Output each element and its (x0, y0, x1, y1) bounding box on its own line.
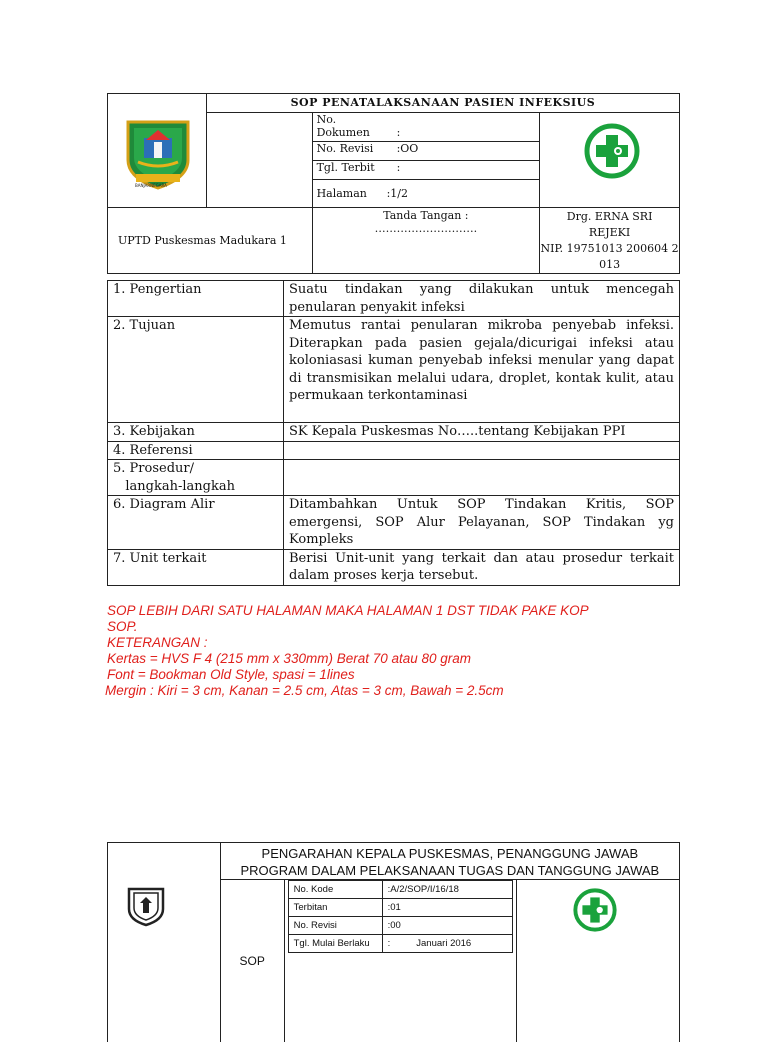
sop-content-table (107, 280, 680, 586)
note-line: SOP. (107, 619, 687, 635)
footer-meta-table (288, 880, 514, 953)
footer-meta-value: :00 (382, 917, 513, 935)
meta-label: No. Revisi (317, 142, 397, 155)
footer-kop-table (107, 842, 680, 1042)
meta-value: : (397, 161, 401, 174)
notes-block (107, 603, 687, 699)
document-header-table (107, 93, 680, 274)
meta-label: Halaman (317, 187, 387, 200)
row-label: 7. Unit terkait (108, 549, 284, 585)
regency-emblem-icon (126, 885, 166, 927)
row-value (284, 441, 680, 460)
sop-title: SOP PENATALAKSANAAN PASIEN INFEKSIUS (206, 94, 679, 113)
row-value: Berisi Unit-unit yang terkait dan atau prosedur terkait dalam proses kerja tersebut. (284, 549, 680, 585)
footer-logo-left-cell (108, 843, 221, 1042)
note-line: Kertas = HVS F 4 (215 mm x 330mm) Berat 70 atau 80 gram (107, 651, 687, 667)
note-line: KETERANGAN : (107, 635, 687, 651)
row-label: 4. Referensi (108, 441, 284, 460)
meta-value: :OO (397, 142, 419, 155)
row-label: 5. Prosedur/ langkah-langkah (108, 460, 284, 496)
meta-label: No. Dokumen (317, 113, 397, 139)
footer-title-line: PENGARAHAN KEPALA PUSKESMAS, PENANGGUNG JAWAB (221, 845, 679, 862)
meta-value: :1/2 (387, 187, 408, 200)
signature-cell (312, 208, 540, 274)
footer-meta-label: No. Revisi (288, 917, 382, 935)
signature-dots: ………………………. (313, 222, 540, 235)
row-label: 2. Tujuan (108, 317, 284, 423)
logo-left-cell (108, 94, 207, 208)
meta-no-revisi (312, 142, 540, 161)
logo-left-caption: BANJARNEGARA (135, 183, 167, 188)
logo-right-cell (540, 113, 680, 208)
row-value: SK Kepala Puskesmas No…..tentang Kebijakan PPI (284, 423, 680, 442)
row-value: Suatu tindakan yang dilakukan untuk mencegah penularan penyakit infeksi (284, 281, 680, 317)
footer-meta-label: No. Kode (288, 881, 382, 899)
meta-label: Tgl. Terbit (317, 161, 397, 174)
footer-meta-value: :01 (382, 899, 513, 917)
meta-tgl-terbit (312, 161, 540, 180)
footer-meta-label: Tgl. Mulai Berlaku (288, 935, 382, 953)
note-line: Font = Bookman Old Style, spasi = 1lines (107, 667, 687, 683)
row-value (284, 460, 680, 496)
row-label: 3. Kebijakan (108, 423, 284, 442)
note-line: Mergin : Kiri = 3 cm, Kanan = 2.5 cm, Atas = 3 cm, Bawah = 2.5cm (105, 683, 687, 699)
meta-no-dokumen (312, 113, 540, 142)
signer-nip: NIP. 19751013 200604 2 013 (540, 241, 679, 273)
footer-meta-label: Terbitan (288, 899, 382, 917)
row-value: Memutus rantai penularan mikroba penyebab infeksi. Diterapkan pada pasien gejala/dicurigai infeksi atau koloniasasi kuman penyebab infeksi menular yang dapat di transmisikan melalui udara, droplet, kontak kulit, atau permukaan terkontaminasi (284, 317, 680, 423)
row-label: 1. Pengertian (108, 281, 284, 317)
org-name: UPTD Puskesmas Madukara 1 (108, 208, 313, 274)
puskesmas-cross-icon (584, 123, 640, 179)
puskesmas-cross-icon (573, 888, 617, 932)
row-label: 6. Diagram Alir (108, 496, 284, 550)
footer-sop-label: SOP (220, 880, 284, 1042)
row-value: Ditambahkan Untuk SOP Tindakan Kritis, SOP emergensi, SOP Alur Pelayanan, SOP Tindakan yg Kompleks (284, 496, 680, 550)
footer-title (220, 843, 679, 880)
regency-emblem-icon (120, 116, 196, 192)
blank-cell (206, 113, 312, 208)
footer-meta-value: : Januari 2016 (382, 935, 513, 953)
signature-label: Tanda Tangan : (313, 209, 540, 222)
footer-logo-right-cell (517, 880, 680, 1042)
meta-value: : (397, 126, 401, 139)
signer-cell (540, 208, 680, 274)
footer-title-line: PROGRAM DALAM PELAKSANAAN TUGAS DAN TANGGUNG JAWAB (221, 862, 679, 879)
meta-halaman (312, 180, 540, 208)
footer-meta-value: :A/2/SOP/I/16/18 (382, 881, 513, 899)
footer-meta-cell (284, 880, 517, 1042)
signer-name: Drg. ERNA SRI REJEKI (540, 209, 679, 241)
note-line: SOP LEBIH DARI SATU HALAMAN MAKA HALAMAN 1 DST TIDAK PAKE KOP (107, 603, 687, 619)
